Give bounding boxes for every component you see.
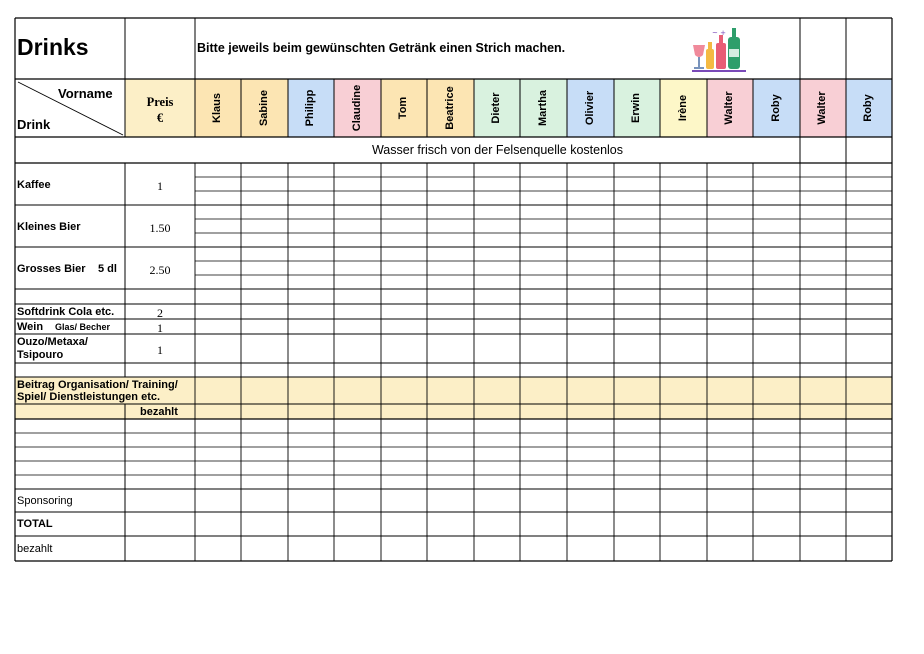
drink-note-wein: Glas/ Becher — [55, 322, 111, 332]
price-header — [125, 94, 195, 126]
paid-label: bezahlt — [17, 543, 53, 555]
name-header-roby: Roby — [862, 94, 874, 122]
name-header-olivier: Olivier — [583, 90, 596, 126]
drink-label-wein: Wein — [17, 321, 44, 333]
drink-label-kleines-bier: Kleines Bier — [17, 221, 81, 233]
drink-label-softdrink: Softdrink Cola etc. — [17, 306, 115, 318]
contribution-label-line2: Spiel/ Dienstleistungen etc. — [17, 391, 161, 403]
drink-price-kaffee: 1 — [157, 179, 163, 193]
drink-price-wein: 1 — [157, 321, 163, 335]
price-header-label: Preis — [146, 95, 174, 109]
name-header-dieter: Dieter — [490, 92, 502, 124]
water-note: Wasser frisch von der Felsenquelle kostenlos — [371, 143, 624, 157]
drink-price-softdrink: 2 — [157, 306, 163, 320]
name-header-walter: Walter — [723, 91, 735, 125]
corner-vorname: Vorname — [58, 86, 113, 101]
drink-label-ouzo-line1: Ouzo/Metaxa/ — [17, 336, 88, 348]
drink-label-kaffee: Kaffee — [17, 179, 51, 191]
name-header-claudine: Claudine — [350, 84, 363, 132]
name-header-philipp: Philipp — [304, 89, 316, 127]
price-header-currency: € — [156, 111, 164, 125]
svg-text:~ +: ~ + — [712, 29, 726, 37]
contribution-label-line1: Beitrag Organisation/ Training/ — [17, 379, 178, 391]
name-header-martha: Martha — [536, 89, 549, 127]
drink-price-ouzo: 1 — [157, 343, 163, 357]
name-header-tom: Tom — [397, 96, 409, 120]
total-label: TOTAL — [17, 518, 53, 530]
drink-price-grosses-bier: 2.50 — [149, 263, 171, 277]
sponsoring-label: Sponsoring — [17, 495, 73, 507]
page-title: Drinks — [17, 34, 89, 60]
drinks-bottles-icon — [690, 25, 752, 75]
corner-drink: Drink — [17, 117, 51, 132]
name-header-beatrice: Beatrice — [443, 86, 456, 130]
name-header-sabine: Sabine — [257, 89, 270, 127]
drink-label-grosses-bier: Grosses Bier — [17, 263, 86, 275]
name-header-klaus: Klaus — [211, 93, 223, 123]
drink-price-kleines-bier: 1.50 — [149, 221, 171, 235]
name-header-roby: Roby — [769, 94, 782, 122]
instruction-text: Bitte jeweils beim gewünschten Getränk einen Strich machen. — [197, 41, 566, 55]
drink-note-grosses-bier: 5 dl — [98, 263, 117, 275]
name-header-erwin: Erwin — [630, 93, 642, 123]
drink-label-ouzo-line2: Tsipouro — [17, 349, 64, 361]
name-header-walter: Walter — [816, 91, 828, 125]
contribution-paid-label: bezahlt — [140, 406, 178, 418]
name-header-irène: Irène — [676, 94, 689, 122]
